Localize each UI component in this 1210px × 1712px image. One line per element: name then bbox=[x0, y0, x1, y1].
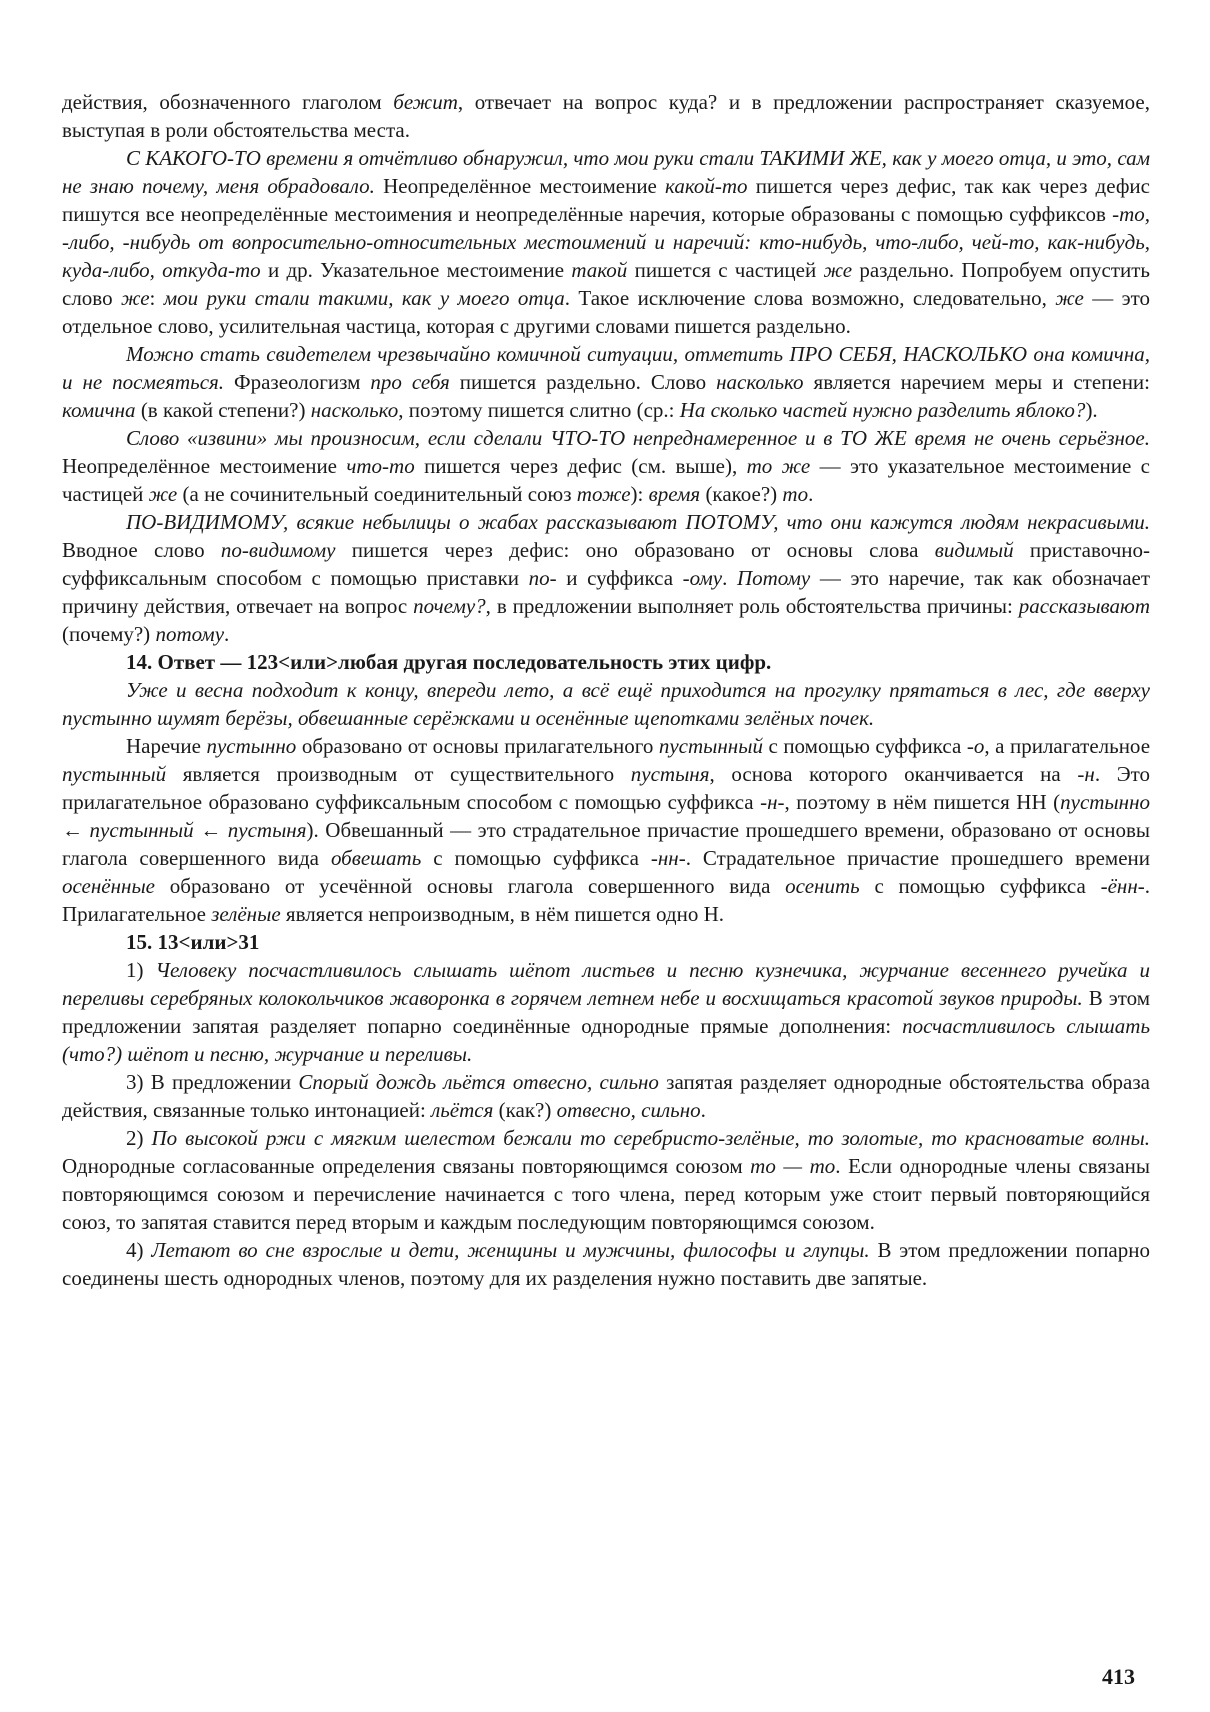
text: (как?) bbox=[493, 1098, 557, 1122]
text: 14. Ответ — 123<или>любая другая последовательность этих цифр. bbox=[126, 650, 772, 674]
text: с помощью суффикса bbox=[859, 874, 1101, 898]
text: образовано от усечённой основы глагола совершенного вида bbox=[154, 874, 786, 898]
italic-text: бежит bbox=[393, 90, 458, 114]
italic-text: С КАКОГО-ТО времени я отчётливо обнаружил, что мои руки стали ТАКИМИ ЖЕ, как у моего отца, и это, сам не знаю почему, меня обрадовало. bbox=[62, 146, 1150, 198]
text: . bbox=[700, 1098, 706, 1122]
answer-heading bbox=[62, 928, 1150, 956]
italic-text: На сколько частей нужно разделить яблоко? bbox=[679, 398, 1086, 422]
italic-text: -ённ- bbox=[1100, 874, 1145, 898]
text: , в предложении выполняет роль обстоятельства причины: bbox=[485, 594, 1019, 618]
text: — это отдельное слово, усилительная частица, которая с другими словами пишется раздельно. bbox=[62, 286, 1150, 338]
italic-text: какой-то bbox=[665, 174, 748, 198]
italic-text: время bbox=[648, 482, 701, 506]
italic-text: по-видимому bbox=[220, 538, 336, 562]
italic-text: посчастливилось слышать (что?) шёпот и песню, журчание и переливы. bbox=[62, 1014, 1150, 1066]
italic-text: тоже bbox=[576, 482, 631, 506]
text: Однородные согласованные определения связаны повторяющимся союзом bbox=[62, 1154, 751, 1178]
italic-text: Уже и весна подходит к концу, впереди лето, а всё ещё приходится на прогулку прятаться в лес, где вверху пустынно шумят берёзы, обвешанные серёжками и осенённые щепотками зелёных почек. bbox=[62, 678, 1150, 730]
text: . bbox=[722, 566, 737, 590]
text: (какое?) bbox=[700, 482, 783, 506]
text: и суффикса bbox=[556, 566, 683, 590]
italic-text: Летают во сне взрослые и дети, женщины и мужчины, философы и глупцы. bbox=[151, 1238, 870, 1262]
text: ). bbox=[1085, 398, 1098, 422]
italic-text: обвешать bbox=[330, 846, 422, 870]
italic-text: пустынно bbox=[206, 734, 297, 758]
italic-text: зелёные bbox=[211, 902, 281, 926]
italic-text: мои руки стали такими, как у моего отца bbox=[163, 286, 565, 310]
text: является наречием меры и степени: bbox=[803, 370, 1151, 394]
text: : bbox=[149, 286, 164, 310]
text: , отвечает на вопрос куда? и в предложении распространяет сказуемое, выступая в роли обстоятельства места. bbox=[62, 90, 1150, 142]
text: 2) bbox=[126, 1126, 152, 1150]
italic-text: насколько bbox=[310, 398, 399, 422]
text: пишется раздельно. Слово bbox=[449, 370, 717, 394]
text: . Это прилагательное образовано суффиксальным способом с помощью суффикса bbox=[62, 762, 1150, 814]
text: (а не сочинительный соединительный союз bbox=[177, 482, 577, 506]
text: Неопределённое местоимение bbox=[374, 174, 666, 198]
paragraph bbox=[62, 1236, 1150, 1292]
text: , основа которого оканчивается на bbox=[709, 762, 1078, 786]
italic-text: то — то bbox=[750, 1154, 836, 1178]
italic-text: -н bbox=[1077, 762, 1095, 786]
paragraph bbox=[62, 732, 1150, 928]
text: , поэтому пишется слитно (ср.: bbox=[398, 398, 680, 422]
italic-text: отвесно, сильно bbox=[556, 1098, 701, 1122]
text: (в какой степени?) bbox=[135, 398, 311, 422]
text: Вводное слово bbox=[62, 538, 221, 562]
italic-text: Человеку посчастливилось слышать шёпот листьев и песню кузнечика, журчание весеннего ручейка и переливы серебряных колокольчиков жаворонка в горячем летнем небе и восхищаться красотой звуков природы. bbox=[62, 958, 1150, 1010]
italic-text: -ому bbox=[682, 566, 723, 590]
text: В этом предложении запятая разделяет попарно соединённые однородные прямые дополнения: bbox=[62, 986, 1151, 1038]
text: 15. 13<или>31 bbox=[126, 930, 260, 954]
text: 3) В предложении bbox=[126, 1070, 299, 1094]
text: пишется с частицей bbox=[627, 258, 824, 282]
text: Фразеологизм bbox=[224, 370, 371, 394]
text: — это указательное местоимение с частицей bbox=[62, 454, 1150, 506]
italic-text: пустынный bbox=[62, 762, 167, 786]
italic-text: же bbox=[120, 286, 150, 310]
italic-text: -о bbox=[966, 734, 985, 758]
italic-text: же bbox=[1055, 286, 1084, 310]
text: запятая разделяет однородные обстоятельства образа действия, связанные только интонацией: bbox=[62, 1070, 1150, 1122]
text: . Прилагательное bbox=[62, 874, 1151, 926]
italic-text: же bbox=[823, 258, 853, 282]
italic-text: насколько bbox=[716, 370, 804, 394]
text: 1) bbox=[126, 958, 156, 982]
text: и др. Указательное местоимение bbox=[260, 258, 572, 282]
text: Неопределённое местоимение bbox=[62, 454, 347, 478]
paragraph bbox=[62, 424, 1150, 508]
text: ): bbox=[630, 482, 649, 506]
italic-text: Спорый дождь льётся отвесно, сильно bbox=[298, 1070, 659, 1094]
text: . bbox=[808, 482, 814, 506]
paragraph bbox=[62, 676, 1150, 732]
italic-text: Слово «извини» мы произносим, если сделали ЧТО-ТО непреднамеренное и в ТО ЖЕ время не очень серьёзное. bbox=[126, 426, 1150, 450]
italic-text: почему? bbox=[413, 594, 486, 618]
italic-text: такой bbox=[571, 258, 628, 282]
text: В этом предложении попарно соединены шесть однородных членов, поэтому для их разделения нужно поставить две запятые. bbox=[62, 1238, 1150, 1290]
paragraph bbox=[62, 144, 1150, 340]
text: Наречие bbox=[126, 734, 207, 758]
paragraph bbox=[62, 1068, 1150, 1124]
text: с помощью суффикса bbox=[762, 734, 967, 758]
text: является производным от существительного bbox=[166, 762, 631, 786]
page-body bbox=[62, 88, 1150, 1292]
text: — это наречие, так как обозначает причину действия, отвечает на вопрос bbox=[62, 566, 1151, 618]
text: , а прилагательное bbox=[984, 734, 1151, 758]
page-number: 413 bbox=[1102, 1664, 1135, 1689]
italic-text: пустынно ← пустынный ← пустыня bbox=[62, 790, 1150, 842]
italic-text: льётся bbox=[431, 1098, 494, 1122]
text: (почему?) bbox=[62, 622, 156, 646]
italic-text: осенённые bbox=[62, 874, 155, 898]
italic-text: видимый bbox=[934, 538, 1014, 562]
answer-heading bbox=[62, 648, 1150, 676]
italic-text: -н- bbox=[760, 790, 785, 814]
italic-text: Потому bbox=[736, 566, 811, 590]
paragraph bbox=[62, 508, 1150, 648]
italic-text: -нн- bbox=[650, 846, 686, 870]
paragraph bbox=[62, 1124, 1150, 1236]
text: является непроизводным, в нём пишется одно Н. bbox=[280, 902, 725, 926]
text: пишется через дефис: оно образовано от основы слова bbox=[335, 538, 935, 562]
text: . Страдательное причастие прошедшего времени bbox=[685, 846, 1150, 870]
italic-text: же bbox=[148, 482, 178, 506]
italic-text: потому bbox=[155, 622, 225, 646]
paragraph bbox=[62, 340, 1150, 424]
italic-text: про себя bbox=[370, 370, 450, 394]
text: ). Обвешанный — это страдательное причастие прошедшего времени, образовано от основы глагола совершенного вида bbox=[62, 818, 1151, 870]
italic-text: по- bbox=[528, 566, 557, 590]
text: . Если однородные члены связаны повторяющимся союзом и перечисление начинается с того члена, перед которым уже стоит первый повторяющийся союз, то запятая ставится перед вторым и каждым последующим повторяющимся союзом. bbox=[62, 1154, 1150, 1234]
text: с помощью суффикса bbox=[421, 846, 651, 870]
italic-text: -то, -либо, -нибудь от вопросительно-относительных местоимений и наречий: кто-нибудь, что-либо, чей-то, как-нибудь, куда-либо, откуда-то bbox=[62, 202, 1150, 282]
italic-text: По высокой ржи с мягким шелестом бежали то серебристо-зелёные, то золотые, то красноватые волны. bbox=[151, 1126, 1150, 1150]
italic-text: ПО-ВИДИМОМУ, всякие небылицы о жабах рассказывают ПОТОМУ, что они кажутся людям некрасивыми. bbox=[126, 510, 1150, 534]
italic-text: то bbox=[782, 482, 809, 506]
text: раздельно. Попробуем опустить слово bbox=[62, 258, 1151, 310]
italic-text: что-то bbox=[346, 454, 415, 478]
text: действия, обозначенного глаголом bbox=[62, 90, 394, 114]
text: . Такое исключение слова возможно, следовательно, bbox=[564, 286, 1056, 310]
italic-text: то же bbox=[746, 454, 811, 478]
italic-text: комична bbox=[62, 398, 136, 422]
text: , поэтому в нём пишется НН ( bbox=[784, 790, 1061, 814]
text: приставочно-суффиксальным способом с помощью приставки bbox=[62, 538, 1150, 590]
italic-text: пустынный bbox=[658, 734, 763, 758]
italic-text: Можно стать свидетелем чрезвычайно комичной ситуации, отметить ПРО СЕБЯ, НАСКОЛЬКО она комична, и не посмеяться. bbox=[62, 342, 1150, 394]
italic-text: осенить bbox=[785, 874, 860, 898]
text: пишется через дефис, так как через дефис пишутся все неопределённые местоимения и неопределённые наречия, которые образованы с помощью суффиксов bbox=[62, 174, 1150, 226]
paragraph bbox=[62, 956, 1150, 1068]
text: пишется через дефис (см. выше), bbox=[414, 454, 747, 478]
text: 4) bbox=[126, 1238, 152, 1262]
text: . bbox=[224, 622, 230, 646]
paragraph bbox=[62, 88, 1150, 144]
text: образовано от основы прилагательного bbox=[296, 734, 659, 758]
italic-text: пустыня bbox=[630, 762, 710, 786]
italic-text: рассказывают bbox=[1018, 594, 1150, 618]
